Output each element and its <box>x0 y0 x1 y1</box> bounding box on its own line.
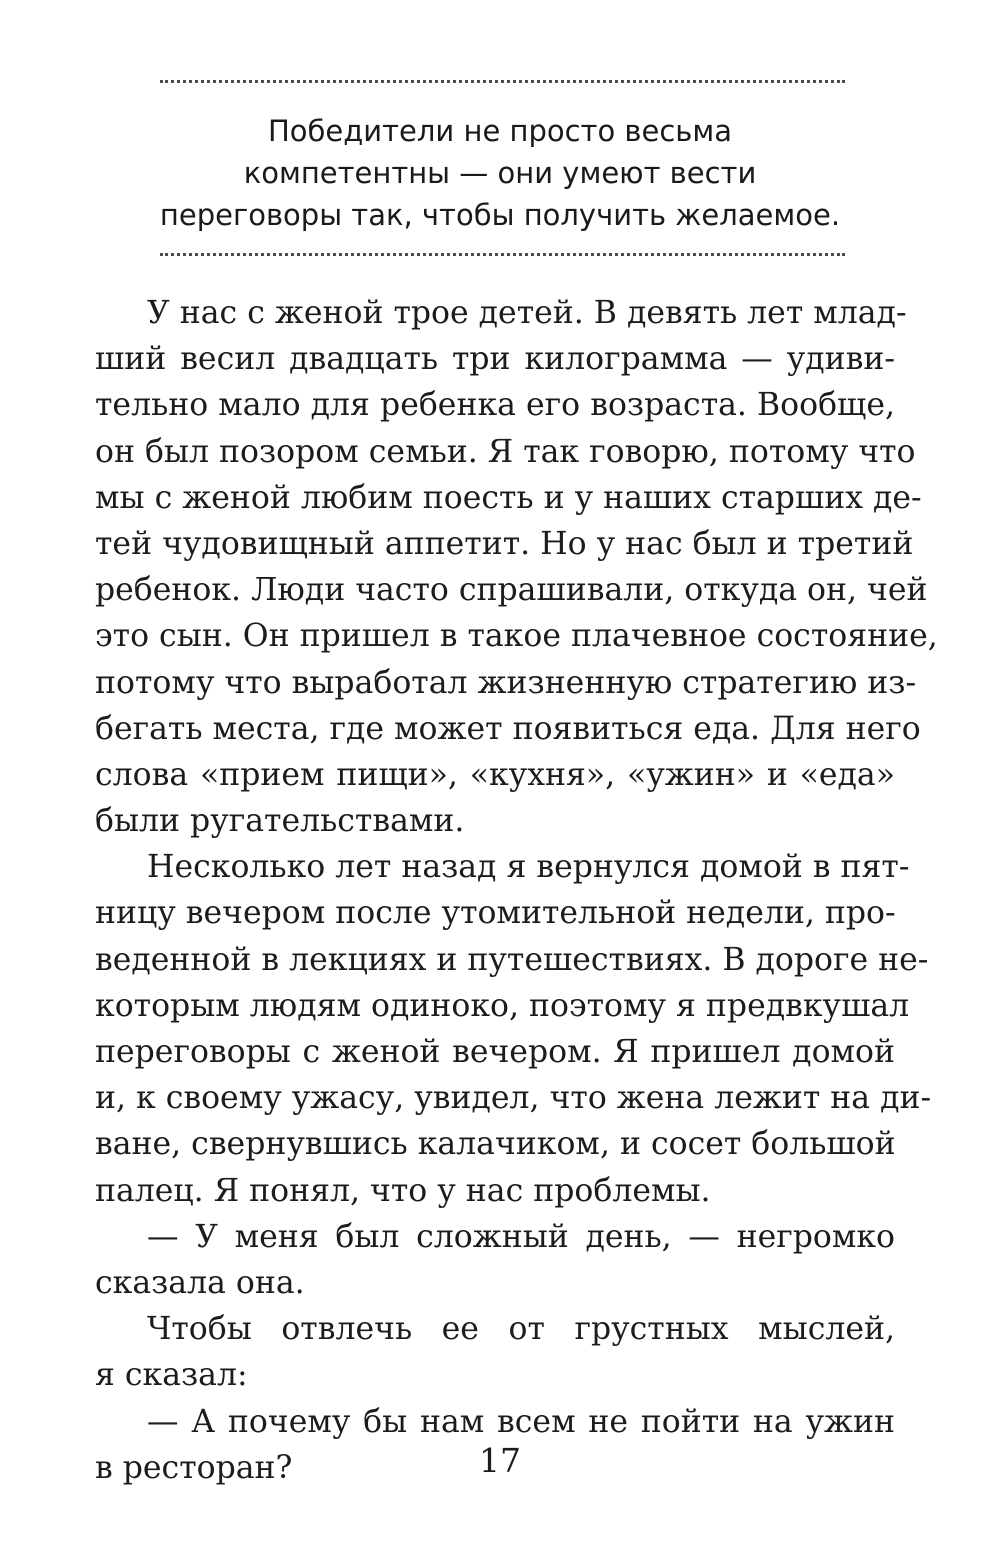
text-line: я сказал: <box>95 1357 248 1394</box>
text-line: которым людям одиноко, поэтому я предвкушал <box>95 987 910 1024</box>
text-line: У нас с женой трое детей. В девять лет млад- <box>147 295 907 331</box>
text-line: бегать места, где может появиться еда. Для него <box>95 710 921 747</box>
text-line: и, к своему ужасу, увидел, что жена лежит на ди- <box>95 1080 932 1117</box>
text-line: переговоры с женой вечером. Я пришел домой <box>95 1034 895 1070</box>
text-line: потому что выработал жизненную стратегию из- <box>95 664 917 701</box>
text-line: мы с женой любим поесть и у наших старших де- <box>95 479 922 516</box>
pull-quote-line: Победители не просто весьма <box>267 114 733 148</box>
text-line: он был позором семьи. Я так говорю, потому что <box>95 433 916 470</box>
dotted-rule-bottom <box>160 253 845 256</box>
text-line: сказала она. <box>95 1264 305 1301</box>
text-line: были ругательствами. <box>95 803 465 840</box>
pull-quote-line: переговоры так, чтобы получить желаемое. <box>159 198 841 232</box>
page-number: 17 <box>479 1441 521 1480</box>
text-line: ницу вечером после утомительной недели, про- <box>95 895 896 932</box>
text-line: слова «прием пищи», «кухня», «ужин» и «еда» <box>95 756 895 793</box>
text-line: — У меня был сложный день, — негромко <box>147 1218 895 1255</box>
text-line: ший весил двадцать три килограмма — удиви- <box>95 341 895 378</box>
text-line: тей чудовищный аппетит. Но у нас был и третий <box>95 525 914 562</box>
dotted-rule-top <box>160 80 845 83</box>
text-line: Чтобы отвлечь ее от грустных мыслей, <box>147 1311 895 1348</box>
pull-quote <box>130 110 870 236</box>
text-line: Несколько лет назад я вернулся домой в пят- <box>147 849 910 886</box>
text-line: это сын. Он пришел в такое плачевное состояние, <box>95 618 938 655</box>
text-line: палец. Я понял, что у нас проблемы. <box>95 1172 711 1209</box>
body-text <box>95 290 938 1491</box>
text-line: веденной в лекциях и путешествиях. В дороге не- <box>95 941 929 978</box>
text-line: ребенок. Люди часто спрашивали, откуда он, чей <box>95 572 928 609</box>
text-line: тельно мало для ребенка его возраста. Вообще, <box>95 387 895 424</box>
text-line: ване, свернувшись калачиком, и сосет большой <box>95 1126 896 1163</box>
text-line: — А почему бы нам всем не пойти на ужин <box>147 1403 895 1440</box>
text-line: в ресторан? <box>95 1449 293 1486</box>
pull-quote-line: компетентны — они умеют вести <box>243 156 757 190</box>
